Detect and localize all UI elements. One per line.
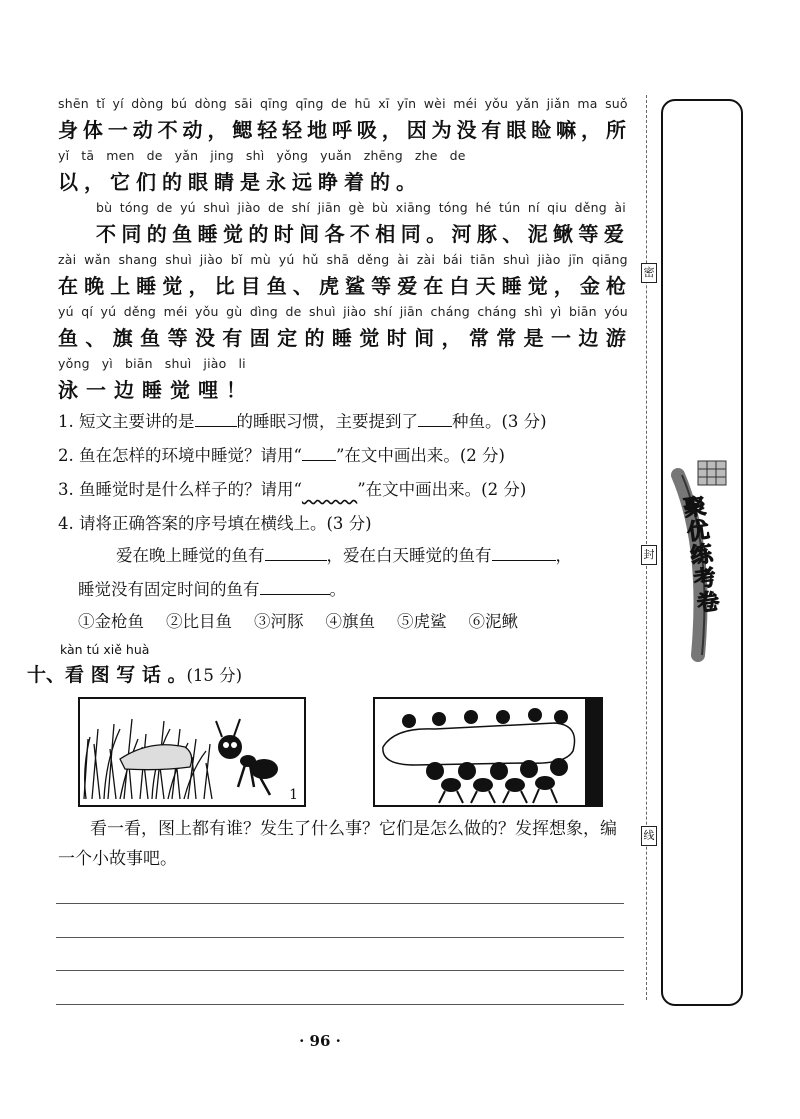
- pinyin-row: [58, 96, 628, 111]
- hanzi: 一: [551, 326, 574, 350]
- hanzi: 不: [349, 222, 372, 246]
- question-text: 4. 请将正确答案的序号填在横线上。(3 分): [58, 514, 372, 533]
- pinyin: jiào: [343, 304, 367, 319]
- hanzi: 泳: [58, 378, 80, 402]
- question-3: [58, 476, 526, 500]
- pinyin: men: [106, 148, 135, 163]
- pinyin: qīng: [295, 96, 324, 111]
- hanzi: 时: [386, 326, 409, 350]
- hanzi: ，: [553, 274, 576, 298]
- section-number: 十、: [27, 664, 66, 686]
- hanzi: 没: [456, 118, 479, 142]
- hanzi: 间: [299, 222, 322, 246]
- hanzi: 一: [107, 118, 130, 142]
- pinyin: jiān: [317, 200, 341, 215]
- pinyin: yīn: [396, 96, 417, 111]
- question-text: 1. 短文主要讲的是: [58, 412, 195, 431]
- pinyin: de: [268, 200, 285, 215]
- section-heading: 看 图 写 话 。: [65, 664, 187, 686]
- hanzi: 觉: [527, 274, 550, 298]
- hanzi: ，: [381, 118, 404, 142]
- hanzi: 觉: [359, 326, 382, 350]
- straight-line-mark: [302, 446, 336, 461]
- hanzi: 豚: [476, 222, 499, 246]
- hanzi: 鱼: [172, 222, 195, 246]
- hanzi: 不: [157, 118, 180, 142]
- pinyin: yǐ: [58, 148, 70, 163]
- answer-blank[interactable]: [265, 546, 327, 561]
- pinyin: wǎn: [84, 252, 111, 267]
- question-1: [58, 408, 547, 432]
- section-score: (15 分): [186, 666, 243, 685]
- hanzi: ，: [188, 274, 211, 298]
- hanzi: 有: [222, 326, 245, 350]
- hanzi: 鳅: [553, 222, 576, 246]
- pinyin: de: [331, 96, 348, 111]
- hanzi: 同: [121, 222, 144, 246]
- hanzi: 吸: [356, 118, 379, 142]
- hanzi: 的: [304, 326, 327, 350]
- hanzi: 、: [502, 222, 525, 246]
- hanzi: 边: [578, 326, 601, 350]
- margin-seal-feng: 封: [641, 545, 657, 565]
- pinyin: ma: [577, 96, 598, 111]
- hanzi: 枪: [605, 274, 628, 298]
- question-text: 的睡眠习惯，主要提到了: [236, 412, 418, 431]
- hanzi: 睛: [214, 170, 236, 194]
- hanzi: 。: [426, 222, 449, 246]
- pinyin: děng: [123, 304, 157, 319]
- option-item: ⑤虎鲨: [397, 612, 447, 631]
- hanzi-row: [58, 166, 418, 195]
- option-item: ④旗鱼: [325, 612, 375, 631]
- pinyin: yí: [112, 96, 124, 111]
- pinyin: shuì: [308, 304, 336, 319]
- hanzi: 所: [605, 118, 628, 142]
- hanzi: 地: [307, 118, 330, 142]
- pinyin: shā: [326, 252, 350, 267]
- pinyin: de: [146, 148, 163, 163]
- option-item: ①金枪鱼: [78, 612, 144, 631]
- pinyin: shí: [291, 200, 311, 215]
- pinyin: méi: [453, 96, 478, 111]
- hanzi: 金: [579, 274, 602, 298]
- hanzi: 哩: [198, 378, 220, 402]
- question-4: [58, 510, 372, 534]
- hanzi-row: [58, 114, 628, 143]
- pinyin: zhe: [414, 148, 438, 163]
- hanzi-row: [58, 270, 628, 299]
- hanzi: 游: [605, 326, 628, 350]
- hanzi: 相: [375, 222, 398, 246]
- pinyin: yǎn: [174, 148, 199, 163]
- hanzi: 睑: [531, 118, 554, 142]
- hanzi: 鱼: [140, 326, 163, 350]
- pinyin: shēn: [58, 96, 89, 111]
- wavy-line-mark: [302, 480, 357, 499]
- hanzi: 睡: [197, 222, 220, 246]
- pinyin: yǒu: [195, 304, 219, 319]
- hanzi: 体: [82, 118, 105, 142]
- pinyin: shuì: [203, 200, 230, 215]
- hanzi: 是: [523, 326, 546, 350]
- question-4-line-2: [78, 576, 346, 600]
- hanzi: 着: [344, 170, 366, 194]
- hanzi: 们: [136, 170, 158, 194]
- pinyin: hū: [354, 96, 371, 111]
- answer-options: [78, 608, 518, 632]
- hanzi: 边: [114, 378, 136, 402]
- answer-blank[interactable]: [260, 580, 330, 595]
- pinyin: qīng: [260, 96, 289, 111]
- pinyin-row: [58, 356, 246, 371]
- hanzi: 睡: [501, 274, 524, 298]
- pinyin: yú: [58, 304, 74, 319]
- margin-seal-mi: 密: [641, 263, 657, 283]
- hanzi: 等: [578, 222, 601, 246]
- hanzi: 以: [58, 170, 80, 194]
- pinyin: hǔ: [302, 252, 319, 267]
- pinyin: li: [238, 356, 246, 371]
- question-text: ，: [555, 546, 572, 565]
- hanzi: 觉: [222, 222, 245, 246]
- question-4-line-1: [116, 542, 572, 566]
- hanzi: 等: [167, 326, 190, 350]
- hanzi: 轻: [282, 118, 305, 142]
- pinyin: zài: [416, 252, 435, 267]
- hanzi: ，: [84, 170, 106, 194]
- hanzi: 觉: [162, 274, 185, 298]
- hanzi: 嘛: [556, 118, 579, 142]
- hanzi: 时: [273, 222, 296, 246]
- hanzi: ！: [226, 378, 248, 402]
- hanzi: 不: [96, 222, 118, 246]
- writing-line[interactable]: [56, 1004, 624, 1005]
- hanzi: 白: [449, 274, 472, 298]
- question-text: 3. 鱼睡觉时是什么样子的？请用“: [58, 480, 302, 499]
- pinyin: biān: [568, 304, 597, 319]
- hanzi: 呼: [331, 118, 354, 142]
- hanzi: ，: [581, 118, 604, 142]
- hanzi: 各: [324, 222, 347, 246]
- pinyin-row: [58, 148, 466, 163]
- pinyin: wèi: [423, 96, 446, 111]
- question-text: 爱在晚上睡觉的鱼有: [116, 546, 265, 565]
- hanzi: 身: [58, 118, 80, 142]
- hanzi: 鳃: [232, 118, 255, 142]
- hanzi: 目: [240, 274, 263, 298]
- hanzi: 泥: [527, 222, 550, 246]
- hanzi: 的: [162, 170, 184, 194]
- hanzi: 眼: [506, 118, 529, 142]
- writing-line[interactable]: [56, 903, 624, 904]
- question-text: ，爱在白天睡觉的鱼有: [326, 546, 492, 565]
- hanzi: 的: [370, 170, 392, 194]
- pinyin: yǒu: [484, 96, 509, 111]
- question-text: ”在文中画出来。(2 分): [357, 480, 527, 499]
- pinyin: tā: [81, 148, 95, 163]
- hanzi: 上: [110, 274, 133, 298]
- picture-number: 1: [289, 787, 298, 803]
- picture-1: [78, 697, 306, 807]
- hanzi: 远: [292, 170, 314, 194]
- hanzi: 鱼: [58, 326, 80, 350]
- picture-number: 2: [586, 787, 595, 803]
- question-text: 种鱼。(3 分): [452, 412, 547, 431]
- hanzi: 等: [371, 274, 394, 298]
- pinyin: yú: [180, 200, 196, 215]
- hanzi: 河: [451, 222, 474, 246]
- pinyin: de: [156, 200, 173, 215]
- pinyin: jiào: [203, 356, 227, 371]
- pinyin: biān: [124, 356, 153, 371]
- question-2: [58, 442, 505, 466]
- pinyin: yì: [550, 304, 562, 319]
- hanzi: 是: [240, 170, 262, 194]
- question-text: 2. 鱼在怎样的环境中睡觉？请用“: [58, 446, 302, 465]
- pinyin: suǒ: [605, 96, 628, 111]
- writing-line[interactable]: [56, 937, 624, 938]
- pinyin: shang: [118, 252, 158, 267]
- pinyin: jiān: [399, 304, 424, 319]
- pinyin: bù: [372, 200, 389, 215]
- hanzi: 因: [406, 118, 429, 142]
- question-text: ”在文中画出来。(2 分): [335, 446, 505, 465]
- hanzi: ，: [207, 118, 230, 142]
- picture-2: [373, 697, 603, 807]
- hanzi: 动: [182, 118, 205, 142]
- pinyin: shí: [373, 304, 393, 319]
- pinyin: méi: [163, 304, 188, 319]
- hanzi: 固: [249, 326, 272, 350]
- hanzi-row: [58, 374, 248, 403]
- hanzi: 鱼: [266, 274, 289, 298]
- pinyin: jiào: [237, 200, 261, 215]
- passage-line-1: [58, 96, 628, 143]
- pinyin: mù: [250, 252, 271, 267]
- pinyin: shuì: [165, 252, 192, 267]
- hanzi: 动: [132, 118, 155, 142]
- hanzi-row: [58, 322, 628, 351]
- passage-line-3: [96, 200, 626, 247]
- pinyin: yóu: [604, 304, 628, 319]
- pinyin: qiu: [547, 200, 568, 215]
- pinyin: shì: [524, 304, 543, 319]
- pinyin-row: [96, 200, 626, 215]
- pinyin: de: [449, 148, 466, 163]
- pinyin: jiào: [537, 252, 561, 267]
- margin-seal-xian: 线: [641, 826, 657, 846]
- pinyin: dòng: [194, 96, 227, 111]
- hanzi: 觉: [170, 378, 192, 402]
- ants-carrying-illustration: [375, 699, 601, 805]
- option-item: ③河豚: [254, 612, 304, 631]
- hanzi: 没: [194, 326, 217, 350]
- hanzi: 永: [266, 170, 288, 194]
- pinyin: yuǎn: [320, 148, 352, 163]
- pinyin: dìng: [249, 304, 278, 319]
- answer-blank[interactable]: [418, 412, 452, 427]
- writing-prompt: 看一看，图上都有谁？发生了什么事？它们是怎么做的？发挥想象，编一个小故事吧。: [58, 819, 617, 869]
- hanzi: 睁: [318, 170, 340, 194]
- sidebar-brand-text: 聚优练考卷: [678, 493, 721, 617]
- hanzi: 比: [214, 274, 237, 298]
- hanzi: 常: [496, 326, 519, 350]
- pinyin: shuì: [164, 356, 192, 371]
- hanzi: 有: [481, 118, 504, 142]
- pinyin: yú: [100, 304, 117, 319]
- section-title: [27, 660, 242, 687]
- hanzi: 天: [475, 274, 498, 298]
- pinyin: tóng: [119, 200, 149, 215]
- hanzi: 眼: [188, 170, 210, 194]
- passage-line-6: [58, 356, 248, 403]
- pinyin: gè: [348, 200, 365, 215]
- ant-grass-illustration: [80, 699, 304, 805]
- hanzi: 间: [414, 326, 437, 350]
- hanzi: 爱: [397, 274, 420, 298]
- pinyin: děng: [357, 252, 390, 267]
- pinyin: yǒng: [276, 148, 309, 163]
- pinyin: hé: [475, 200, 492, 215]
- option-item: ②比目鱼: [166, 612, 232, 631]
- passage-line-4: [58, 252, 628, 299]
- hanzi: 定: [277, 326, 300, 350]
- pinyin: jiào: [199, 252, 223, 267]
- pinyin: qí: [81, 304, 94, 319]
- pinyin: sāi: [234, 96, 253, 111]
- hanzi: 爱: [603, 222, 626, 246]
- pinyin: tǐ: [96, 96, 106, 111]
- pinyin: yǎn: [515, 96, 540, 111]
- option-item: ⑥泥鳅: [468, 612, 518, 631]
- pinyin: cháng: [477, 304, 517, 319]
- pinyin: ài: [614, 200, 626, 215]
- answer-blank[interactable]: [195, 412, 237, 427]
- page-number: · 96 ·: [299, 1032, 341, 1050]
- hanzi: 晚: [84, 274, 107, 298]
- question-text: 。: [329, 580, 346, 599]
- section-title-pinyin: kàn tú xiě huà: [60, 642, 150, 657]
- pinyin: děng: [574, 200, 607, 215]
- pinyin: xiāng: [395, 200, 432, 215]
- pinyin: zhēng: [363, 148, 403, 163]
- hanzi: 的: [146, 222, 169, 246]
- hanzi: 睡: [331, 326, 354, 350]
- hanzi: 睡: [136, 274, 159, 298]
- pinyin: bù: [96, 200, 113, 215]
- pinyin: jing: [210, 148, 234, 163]
- pinyin: shuì: [503, 252, 530, 267]
- answer-blank[interactable]: [492, 546, 556, 561]
- pinyin: tún: [498, 200, 521, 215]
- pinyin: cháng: [430, 304, 470, 319]
- hanzi: 它: [110, 170, 132, 194]
- pinyin: bú: [170, 96, 188, 111]
- hanzi: 轻: [257, 118, 280, 142]
- hanzi-row: [96, 218, 626, 247]
- hanzi: 、: [85, 326, 108, 350]
- pinyin: jīn: [568, 252, 584, 267]
- hanzi: 睡: [142, 378, 164, 402]
- pinyin: tóng: [438, 200, 468, 215]
- hanzi: 为: [431, 118, 454, 142]
- hanzi: 、: [292, 274, 315, 298]
- pinyin: shì: [245, 148, 265, 163]
- hanzi: 虎: [318, 274, 341, 298]
- pinyin: bǐ: [230, 252, 243, 267]
- passage-line-2: [58, 148, 466, 195]
- pinyin: gù: [226, 304, 243, 319]
- hanzi: 同: [400, 222, 423, 246]
- writing-line[interactable]: [56, 970, 624, 971]
- pinyin: yǒng: [58, 356, 90, 371]
- hanzi: 在: [58, 274, 80, 298]
- hanzi: 常: [468, 326, 491, 350]
- pinyin-row: [58, 252, 628, 267]
- hanzi: 的: [248, 222, 271, 246]
- pinyin: yú: [278, 252, 295, 267]
- hanzi: 在: [423, 274, 446, 298]
- pinyin: jiǎn: [546, 96, 570, 111]
- pinyin: bái: [442, 252, 463, 267]
- pinyin-row: [58, 304, 628, 319]
- hanzi: 旗: [112, 326, 135, 350]
- pinyin: ní: [527, 200, 540, 215]
- hanzi: ，: [441, 326, 464, 350]
- hanzi: 一: [86, 378, 108, 402]
- question-text: 睡觉没有固定时间的鱼有: [78, 580, 260, 599]
- pinyin: qiāng: [591, 252, 628, 267]
- pinyin: de: [285, 304, 302, 319]
- pinyin: zài: [58, 252, 77, 267]
- hanzi: 。: [396, 170, 418, 194]
- pinyin: ài: [397, 252, 409, 267]
- pinyin: yì: [101, 356, 113, 371]
- pinyin: dòng: [131, 96, 164, 111]
- pinyin: xī: [378, 96, 390, 111]
- hanzi: 鲨: [345, 274, 368, 298]
- passage-line-5: [58, 304, 628, 351]
- pinyin: tiān: [470, 252, 496, 267]
